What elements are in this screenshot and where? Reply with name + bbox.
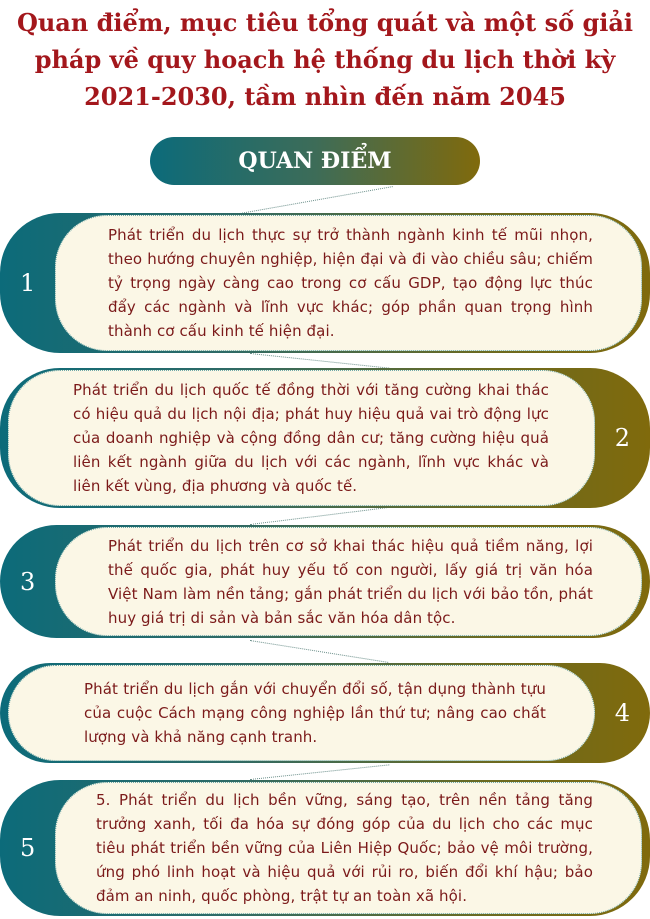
viewpoint-item-1 <box>0 213 650 353</box>
item-card <box>55 527 642 636</box>
item-card <box>55 215 642 351</box>
item-text: Phát triển du lịch quốc tế đồng thời với tăng cường khai thác có hiệu quả du lịch nội địa; phát huy hiệu quả vai trò động lực của doanh nghiệp và cộng đồng dân cư; tăng cường hiệu quả liên kết ngành giữa du lịch với các ngành, lĩnh vực khác và liên kết vùng, địa phương và quốc tế. <box>73 381 549 495</box>
item-number: 2 <box>614 424 630 452</box>
connector-line <box>250 764 389 780</box>
viewpoint-item-2 <box>0 368 650 508</box>
item-number: 1 <box>20 269 36 297</box>
item-text: Phát triển du lịch thực sự trở thành ngành kinh tế mũi nhọn, theo hướng chuyên nghiệp, hiện đại và đi vào chiều sâu; chiếm tỷ trọng ngày càng cao trong cơ cấu GDP, tạo động lực thúc đẩy các ngành và lĩnh vực khác; góp phần quan trọng hình thành cơ cấu kinh tế hiện đại. <box>108 226 593 340</box>
item-number: 5 <box>20 834 36 862</box>
viewpoint-item-5 <box>0 780 650 916</box>
connector-line <box>250 640 388 663</box>
item-card <box>8 370 595 506</box>
infographic-title <box>0 4 650 115</box>
viewpoint-item-3 <box>0 525 650 638</box>
connector-line <box>240 186 393 214</box>
item-text: Phát triển du lịch gắn với chuyển đổi số, tận dụng thành tựu của cuộc Cách mạng công nghiệp lần thứ tư; nâng cao chất lượng và khả năng cạnh tranh. <box>84 680 546 746</box>
connector-line <box>250 353 389 369</box>
item-text: 5. Phát triển du lịch bền vững, sáng tạo, trên nền tảng tăng trưởng xanh, tối đa hóa sự đóng góp của du lịch cho các mục tiêu phát triển bền vững của Liên Hiệp Quốc; bảo vệ môi trường, ứng phó linh hoạt và hiệu quả với rủi ro, biến đổi khí hậu; bảo đảm an ninh, quốc phòng, trật tự an toàn xã hội. <box>96 791 593 905</box>
title-line: Quan điểm, mục tiêu tổng quát và một số giải <box>16 8 634 37</box>
item-text: Phát triển du lịch trên cơ sở khai thác hiệu quả tiềm năng, lợi thế quốc gia, phát huy yếu tố con người, lấy giá trị văn hóa Việt Nam làm nền tảng; gắn phát triển du lịch với bảo tồn, phát huy giá trị di sản và bản sắc văn hóa dân tộc. <box>108 536 593 627</box>
connector-line <box>250 507 389 525</box>
item-number: 4 <box>614 699 630 727</box>
section-header: QUAN ĐIỂM <box>150 137 480 185</box>
viewpoint-item-4 <box>0 663 650 763</box>
item-number: 3 <box>20 567 36 596</box>
item-card <box>55 782 642 914</box>
item-card <box>8 665 595 761</box>
title-line: 2021-2030, tầm nhìn đến năm 2045 <box>84 82 566 111</box>
title-line: pháp về quy hoạch hệ thống du lịch thời kỳ <box>34 45 616 74</box>
